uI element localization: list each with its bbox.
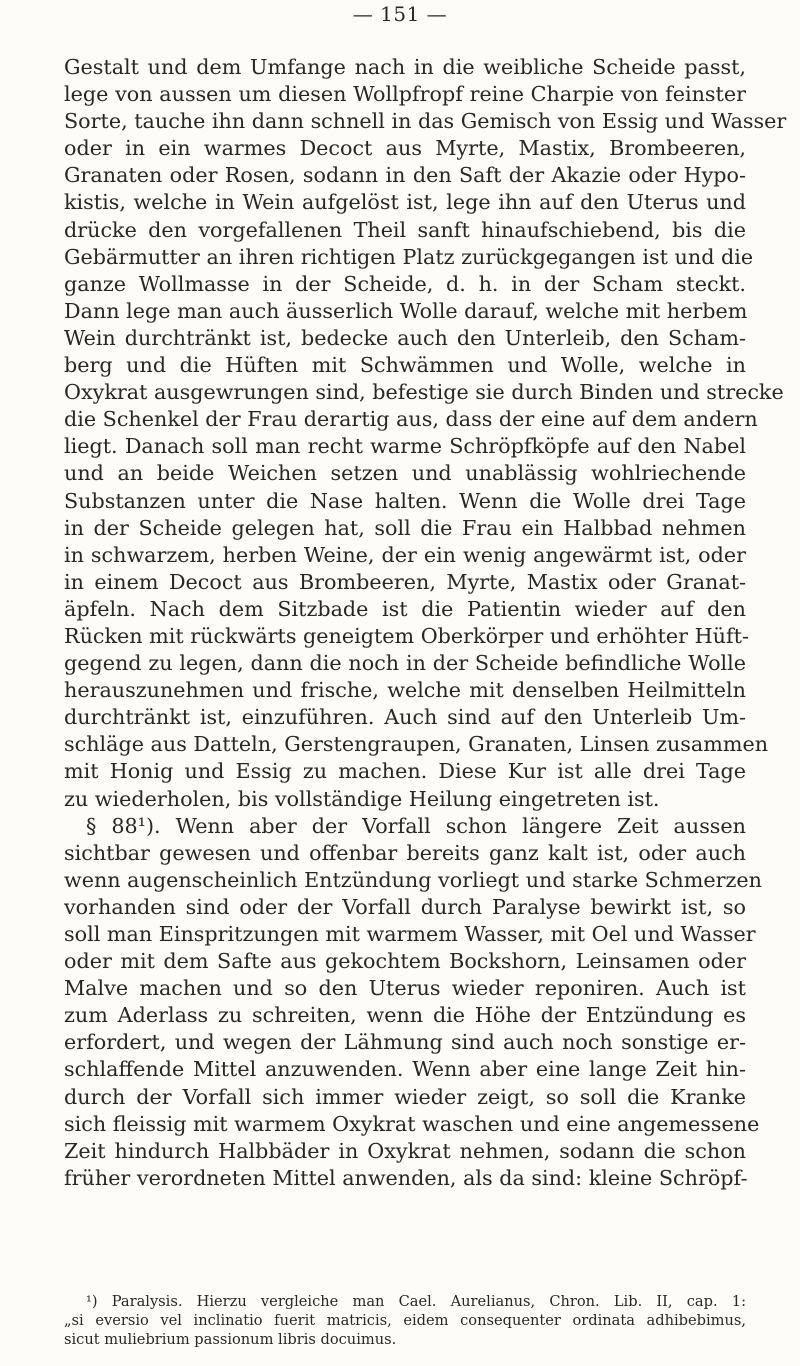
footnote-line: „si eversio vel inclinatio fuerit matricis, eidem consequenter ordinata adhibebimus, [64, 1312, 746, 1329]
body-text [64, 54, 787, 1192]
text-line: zum Aderlass zu schreiten, wenn die Höhe der Entzündung es [64, 1003, 746, 1028]
text-line: und an beide Weichen setzen und unablässig wohlriechende [64, 461, 746, 486]
text-line: mit Honig und Essig zu machen. Diese Kur ist alle drei Tage [64, 759, 746, 784]
text-line: kistis, welche in Wein aufgelöst ist, lege ihn auf den Uterus und [64, 190, 746, 215]
text-line: früher verordneten Mittel anwenden, als da sind: kleine Schröpf- [64, 1165, 748, 1190]
text-line: durchtränkt ist, einzuführen. Auch sind auf den Unterleib Um- [64, 705, 746, 730]
footnote-line: ¹) Paralysis. Hierzu vergleiche man Cael. Aurelianus, Chron. Lib. II, cap. 1: [86, 1293, 746, 1310]
text-line: oder mit dem Safte aus gekochtem Bockshorn, Leinsamen oder [64, 949, 746, 974]
text-line: Zeit hindurch Halbbäder in Oxykrat nehmen, sodann die schon [64, 1138, 746, 1163]
text-line: vorhanden sind oder der Vorfall durch Paralyse bewirkt ist, so [64, 894, 746, 919]
text-line: Malve machen und so den Uterus wieder reponiren. Auch ist [64, 976, 746, 1001]
text-line: die Schenkel der Frau derartig aus, dass der eine auf dem andern [64, 407, 758, 432]
text-line: Oxykrat ausgewrungen sind, befestige sie durch Binden und strecke [64, 380, 784, 405]
text-line: in einem Decoct aus Brombeeren, Myrte, Mastix oder Granat- [64, 569, 746, 594]
text-line: wenn augenscheinlich Entzündung vorliegt und starke Schmerzen [64, 867, 762, 892]
text-line: zu wiederholen, bis vollständige Heilung eingetreten ist. [64, 786, 660, 811]
text-line: Gestalt und dem Umfange nach in die weibliche Scheide passt, [64, 55, 746, 79]
text-line: schläge aus Datteln, Gerstengraupen, Granaten, Linsen zusammen [64, 732, 769, 757]
footnote-line: sicut muliebrium passionum libris docuimus. [64, 1331, 397, 1348]
text-line: in schwarzem, herben Weine, der ein wenig angewärmt ist, oder [64, 542, 746, 567]
text-line: herauszunehmen und frische, welche mit denselben Heilmitteln [64, 678, 746, 703]
text-line: durch der Vorfall sich immer wieder zeigt, so soll die Kranke [64, 1084, 746, 1109]
text-line: berg und die Hüften mit Schwämmen und Wolle, welche in [64, 353, 746, 378]
text-line: äpfeln. Nach dem Sitzbade ist die Patientin wieder auf den [64, 596, 746, 621]
text-line: Sorte, tauche ihn dann schnell in das Gemisch von Essig und Wasser [64, 109, 787, 134]
text-line: oder in ein warmes Decoct aus Myrte, Mastix, Brombeeren, [64, 136, 746, 161]
text-line: Wein durchtränkt ist, bedecke auch den Unterleib, den Scham- [64, 325, 746, 350]
text-line: schlaffende Mittel anzuwenden. Wenn aber eine lange Zeit hin- [64, 1057, 746, 1082]
text-line: lege von aussen um diesen Wollpfropf reine Charpie von feinster [64, 82, 746, 107]
text-line: soll man Einspritzungen mit warmem Wasser, mit Oel und Wasser [64, 922, 756, 946]
text-line: Gebärmutter an ihren richtigen Platz zurückgegangen ist und die [64, 244, 754, 269]
text-line: Substanzen unter die Nase halten. Wenn die Wolle drei Tage [64, 488, 746, 513]
text-line: ganze Wollmasse in der Scheide, d. h. in der Scham steckt. [64, 271, 746, 296]
text-line: in der Scheide gelegen hat, soll die Frau ein Halbbad nehmen [64, 515, 746, 540]
text-line: sichtbar gewesen und offenbar bereits ganz kalt ist, oder auch [64, 840, 746, 865]
text-line: Dann lege man auch äusserlich Wolle darauf, welche mit herbem [64, 298, 748, 323]
text-line: § 88¹). Wenn aber der Vorfall schon längere Zeit aussen [86, 813, 746, 838]
text-line: erfordert, und wegen der Lähmung sind auch noch sonstige er- [64, 1030, 746, 1055]
text-line: Granaten oder Rosen, sodann in den Saft der Akazie oder Hypo- [64, 163, 746, 188]
text-line: gegend zu legen, dann die noch in der Scheide befindliche Wolle [64, 651, 746, 676]
text-line: drücke den vorgefallenen Theil sanft hinaufschiebend, bis die [64, 217, 746, 242]
text-line: liegt. Danach soll man recht warme Schröpfköpfe auf den Nabel [64, 434, 746, 459]
text-line: Rücken mit rückwärts geneigtem Oberkörper und erhöhter Hüft- [64, 623, 749, 648]
page-number: — 151 — [352, 2, 448, 26]
text-line: sich fleissig mit warmem Oxykrat waschen und eine angemessene [64, 1111, 760, 1136]
footnotes [64, 1292, 746, 1349]
